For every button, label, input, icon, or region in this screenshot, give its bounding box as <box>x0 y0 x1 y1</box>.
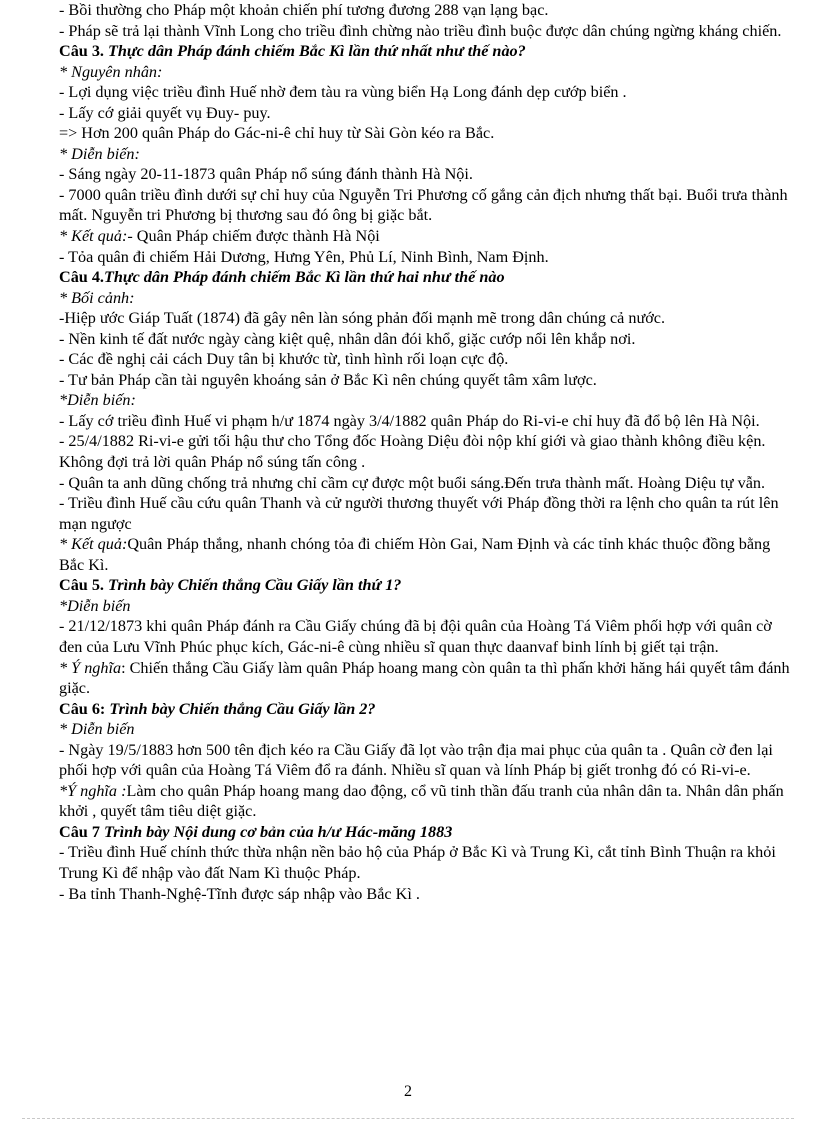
significance-paragraph <box>59 658 799 699</box>
section-label: *Diễn biến: <box>59 391 136 410</box>
text-line: - Lợi dụng việc triều đình Huế nhờ đem tàu ra vùng biển Hạ Long đánh dẹp cướp biển . <box>59 83 627 102</box>
question-number: Câu 3. <box>59 42 104 61</box>
text-line: - Nền kinh tế đất nước ngày càng kiệt quệ, nhân dân đói khổ, giặc cướp nổi lên khắp nơi. <box>59 329 636 348</box>
section-label: *Ý nghĩa : <box>59 781 127 800</box>
text-line: - Tỏa quân đi chiếm Hải Dương, Hưng Yên, Phủ Lí, Ninh Bình, Nam Định. <box>59 247 549 266</box>
section-label: * Kết quả: <box>59 535 128 554</box>
question-number: Câu 6: <box>59 699 106 718</box>
text-line: - Tư bản Pháp cần tài nguyên khoáng sản ở Bắc Kì nên chúng quyết tâm xâm lược. <box>59 370 597 389</box>
page-footer-divider <box>22 1118 794 1119</box>
text-paragraph: - Quân ta anh dũng chống trả nhưng chỉ cầm cự được một buổi sáng.Đến trưa thành mất. Hoàng Diệu tự vẫn. <box>59 473 766 492</box>
text-line: => Hơn 200 quân Pháp do Gác-ni-ê chỉ huy từ Sài Gòn kéo ra Bắc. <box>59 124 495 143</box>
text-paragraph: - Triều đình Huế cầu cứu quân Thanh và cử người thương thuyết với Pháp đồng thời ra lệnh cho quân ta rút lên mạn ngược <box>59 494 779 533</box>
question-heading <box>59 575 799 596</box>
question-number: Câu 7 <box>59 822 100 841</box>
result-text: - Quân Pháp chiếm được thành Hà Nội <box>127 227 380 246</box>
question-title: Trình bày Nội dung cơ bản của h/ư Hác-măng 1883 <box>103 822 453 841</box>
text-paragraph: - Ngày 19/5/1883 hơn 500 tên địch kéo ra Cầu Giấy đã lọt vào trận địa mai phục của quân ta . Quân cờ đen lại phối hợp với quân của Hoàng Tá Viêm đổ ra đánh. Nhiều sĩ quan và lính Pháp bị giết tronhg đó có Ri-vi-e. <box>59 740 773 780</box>
question-number: Câu 5. <box>59 576 104 595</box>
text-paragraph: - Pháp sẽ trả lại thành Vĩnh Long cho triều đình chừng nào triều đình buộc được dân chúng ngừng kháng chiến. <box>59 21 782 40</box>
section-label: * Diễn biến: <box>59 144 140 163</box>
page-number: 2 <box>404 1083 412 1100</box>
text-paragraph: - 21/12/1873 khi quân Pháp đánh ra Cầu Giấy chúng đã bị đội quân của Hoàng Tá Viêm phối hợp với quân cờ đen của Lưu Vĩnh Phúc phục kích, Gác-ni-ê cùng nhiều sĩ quan thực daanvaf binh lính bị giết tại trận. <box>59 617 772 656</box>
question-title: Thực dân Pháp đánh chiếm Bắc Kì lần thứ nhất như thế nào? <box>108 42 526 61</box>
section-label: * Kết quả: <box>59 227 128 246</box>
question-title: Thực dân Pháp đánh chiếm Bắc Kì lần thứ hai như thế nào <box>103 268 505 287</box>
section-label: *Diễn biến <box>59 596 131 615</box>
question-heading <box>59 41 799 62</box>
significance-text: : Chiến thắng Cầu Giấy làm quân Pháp hoang mang còn quân ta thì phấn khởi hăng hái quyết tâm đánh giặc. <box>59 658 790 698</box>
text-paragraph: - Triều đình Huế chính thức thừa nhận nền bảo hộ của Pháp ở Bắc Kì và Trung Kì, cắt tỉnh Bình Thuận ra khỏi Trung Kì để nhập vào đất Nam Kì thuộc Pháp. <box>59 843 776 882</box>
significance-paragraph <box>59 781 799 822</box>
section-label: * Bối cảnh: <box>59 288 135 307</box>
text-line: - Lấy cớ giải quyết vụ Đuy- puy. <box>59 103 271 122</box>
question-number: Câu 4. <box>59 268 104 287</box>
question-heading <box>59 822 799 843</box>
significance-text: Làm cho quân Pháp hoang mang dao động, cổ vũ tinh thần đấu tranh của nhân dân ta. Nhân dân phấn khởi , quyết tâm tiêu diệt giặc. <box>59 781 784 821</box>
text-line: - Ba tỉnh Thanh-Nghệ-Tĩnh được sáp nhập vào Bắc Kì . <box>59 884 420 903</box>
result-paragraph <box>59 534 799 575</box>
question-heading <box>59 267 799 288</box>
document-body <box>59 0 799 904</box>
result-text: Quân Pháp thắng, nhanh chóng tỏa đi chiếm Hòn Gai, Nam Định và các tỉnh khác thuộc đồng bằng Bắc Kì. <box>59 535 771 574</box>
result-line <box>59 226 799 247</box>
question-title: Trình bày Chiến thắng Cầu Giấy lần thứ 1? <box>108 576 402 595</box>
section-label: * Ý nghĩa <box>59 658 122 677</box>
text-line: Không đợi trả lời quân Pháp nổ súng tấn công . <box>59 453 366 472</box>
text-line: -Hiệp ước Giáp Tuất (1874) đã gây nên làn sóng phản đối mạnh mẽ trong dân chúng cả nước. <box>59 309 666 328</box>
section-label: * Nguyên nhân: <box>59 62 163 81</box>
section-label: * Diễn biến <box>59 720 135 739</box>
text-paragraph: - 25/4/1882 Ri-vi-e gửi tối hậu thư cho Tổng đốc Hoàng Diệu đòi nộp khí giới và giao thành không điều kện. <box>59 432 766 451</box>
question-heading <box>59 699 799 720</box>
text-paragraph: - 7000 quân triều đình dưới sự chỉ huy của Nguyễn Tri Phương cố gắng cản địch nhưng thất bại. Buổi trưa thành mất. Nguyễn tri Phương bị thương sau đó ông bị giặc bắt. <box>59 185 788 225</box>
text-line: - Sáng ngày 20-11-1873 quân Pháp nổ súng đánh thành Hà Nội. <box>59 165 473 184</box>
text-line: - Bồi thường cho Pháp một khoản chiến phí tương đương 288 vạn lạng bạc. <box>59 1 549 19</box>
text-line: - Các đề nghị cải cách Duy tân bị khước từ, tình hình rối loạn cực độ. <box>59 350 509 369</box>
text-paragraph: - Lấy cớ triều đình Huế vi phạm h/ư 1874 ngày 3/4/1882 quân Pháp do Ri-vi-e chỉ huy đã đổ bộ lên Hà Nội. <box>59 411 760 430</box>
question-title: Trình bày Chiến thắng Cầu Giấy lần 2? <box>109 699 376 718</box>
